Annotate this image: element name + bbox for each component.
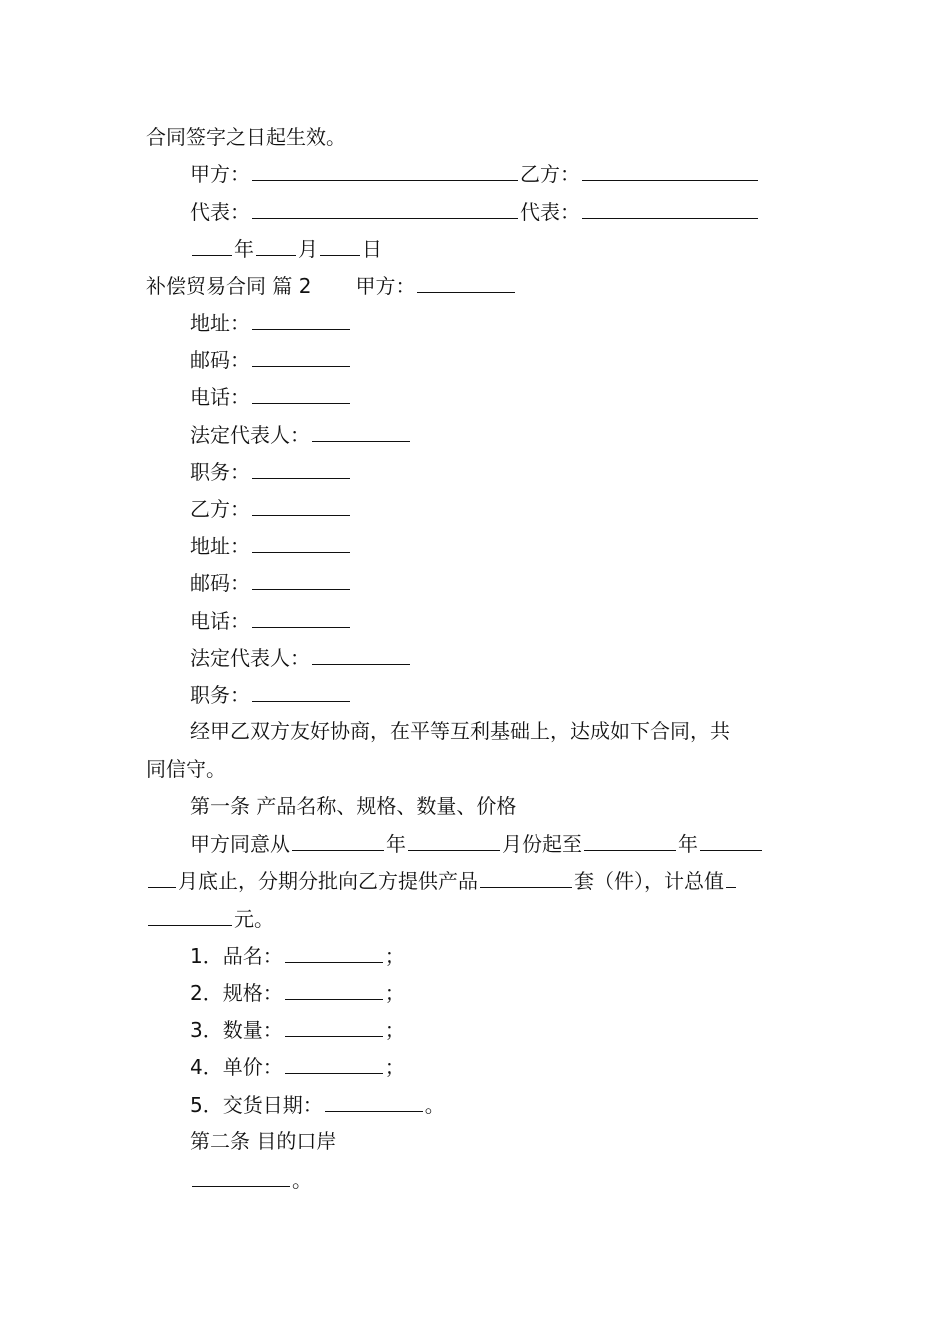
punctuation: ； (384, 981, 405, 1005)
paragraph-text: 甲方同意从 (190, 832, 290, 856)
party-b-label: 乙方： (520, 162, 580, 186)
field-blank[interactable] (252, 493, 350, 516)
field-line (190, 642, 816, 672)
article-heading (190, 1126, 816, 1156)
item-label: 3．数量： (190, 1018, 283, 1042)
field-line (190, 605, 816, 635)
item-label: 4．单价： (190, 1055, 283, 1079)
day-label: 日 (362, 237, 382, 261)
party-a-label: 甲方： (355, 274, 416, 298)
party-b-blank[interactable] (582, 158, 758, 181)
field-blank[interactable] (285, 1014, 383, 1037)
field-label: 地址： (190, 311, 250, 335)
field-label: 邮码： (190, 571, 250, 595)
field-blank[interactable] (285, 940, 383, 963)
field-line (190, 419, 816, 449)
rep-a-blank[interactable] (252, 196, 518, 219)
month-blank[interactable] (148, 865, 176, 888)
paragraph-text: 套（件），计总值 (574, 869, 724, 893)
quantity-blank[interactable] (480, 865, 572, 888)
item-label: 2．规格： (190, 981, 283, 1005)
paragraph-text: 同信守。 (146, 757, 226, 781)
field-line (190, 679, 816, 709)
item-label: 5．交货日期： (190, 1093, 323, 1117)
field-label: 乙方： (190, 497, 250, 521)
field-blank[interactable] (252, 307, 350, 330)
punctuation: ； (384, 1018, 405, 1042)
year-blank[interactable] (584, 828, 676, 851)
year-blank[interactable] (192, 233, 232, 256)
total-blank[interactable] (726, 865, 736, 888)
field-line (190, 1164, 816, 1194)
field-blank[interactable] (252, 381, 350, 404)
field-label: 职务： (190, 683, 250, 707)
punctuation: 。 (292, 1168, 312, 1192)
field-label: 电话： (190, 385, 250, 409)
field-line (190, 567, 816, 597)
list-item (190, 1051, 816, 1081)
list-item (190, 940, 816, 970)
item-label: 1．品名： (190, 944, 283, 968)
paragraph-text: 合同签字之日起生效。 (146, 125, 346, 149)
field-blank[interactable] (325, 1089, 423, 1112)
port-blank[interactable] (192, 1164, 290, 1187)
field-label: 地址： (190, 534, 250, 558)
month-blank[interactable] (256, 233, 296, 256)
year-blank[interactable] (292, 828, 384, 851)
rep-b-label: 代表： (520, 200, 580, 224)
field-blank[interactable] (252, 344, 350, 367)
field-blank[interactable] (252, 456, 350, 479)
field-blank[interactable] (312, 642, 410, 665)
day-blank[interactable] (320, 233, 360, 256)
total-blank[interactable] (148, 903, 232, 926)
section-heading-line (146, 270, 816, 300)
signature-rep-line (190, 196, 816, 226)
rep-a-label: 代表： (190, 200, 250, 224)
text-line (146, 754, 816, 784)
date-line (190, 233, 816, 263)
list-item (190, 1014, 816, 1044)
year-label: 年 (234, 237, 254, 261)
list-item (190, 1089, 816, 1119)
field-line (190, 307, 816, 337)
text-line (190, 828, 816, 858)
field-label: 电话： (190, 609, 250, 633)
party-a-blank[interactable] (252, 158, 518, 181)
rep-b-blank[interactable] (582, 196, 758, 219)
punctuation: ； (384, 1055, 405, 1079)
field-line (190, 530, 816, 560)
article-heading (190, 791, 816, 821)
article-title: 第二条 目的口岸 (190, 1129, 337, 1153)
text-line (146, 865, 816, 895)
field-blank[interactable] (252, 679, 350, 702)
text-line (146, 122, 816, 152)
punctuation: ； (384, 944, 405, 968)
field-blank[interactable] (285, 977, 383, 1000)
field-blank[interactable] (285, 1051, 383, 1074)
paragraph-text: 年 (678, 832, 698, 856)
article-title: 第一条 产品名称、规格、数量、价格 (190, 794, 517, 818)
month-label: 月 (298, 237, 318, 261)
party-a-label: 甲方： (190, 162, 250, 186)
field-line (190, 456, 816, 486)
field-label: 邮码： (190, 348, 250, 372)
text-line (190, 716, 816, 746)
party-a-blank[interactable] (417, 270, 515, 293)
field-line (190, 344, 816, 374)
list-item (190, 977, 816, 1007)
section-heading: 补偿贸易合同 篇 2 (146, 274, 312, 298)
field-line (190, 493, 816, 523)
paragraph-text: 经甲乙双方友好协商，在平等互利基础上，达成如下合同，共 (190, 719, 730, 743)
field-blank[interactable] (252, 605, 350, 628)
month-blank[interactable] (700, 828, 762, 851)
paragraph-text: 年 (386, 832, 406, 856)
paragraph-text: 元。 (234, 907, 274, 931)
field-label: 法定代表人： (190, 646, 310, 670)
paragraph-text: 月底止，分期分批向乙方提供产品 (178, 869, 478, 893)
paragraph-text: 月份起至 (502, 832, 582, 856)
month-blank[interactable] (408, 828, 500, 851)
field-blank[interactable] (252, 530, 350, 553)
punctuation: 。 (424, 1093, 445, 1117)
field-blank[interactable] (252, 567, 350, 590)
signature-party-line (190, 158, 816, 188)
field-label: 职务： (190, 460, 250, 484)
text-line (146, 903, 816, 933)
field-label: 法定代表人： (190, 423, 310, 447)
field-line (190, 381, 816, 411)
field-blank[interactable] (312, 419, 410, 442)
